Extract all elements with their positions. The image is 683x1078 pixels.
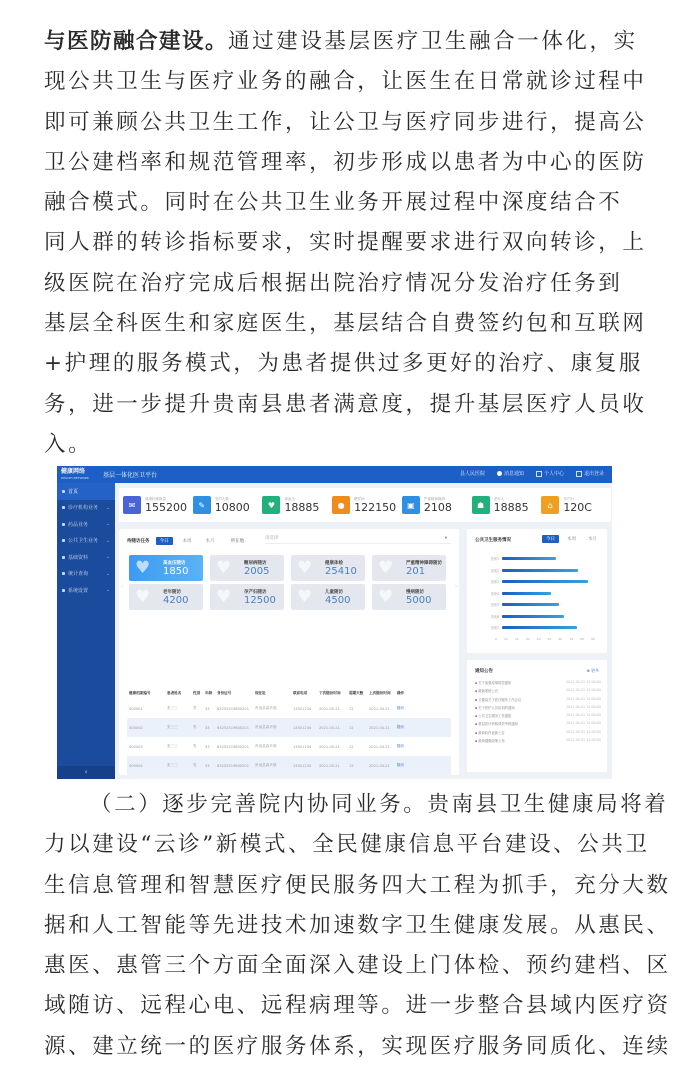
dashboard-topbar [57, 466, 612, 483]
bar-label: 类别5 [490, 603, 499, 608]
followup-link[interactable]: 随访 [397, 744, 405, 748]
panel-title: 公共卫生服务情况 [475, 538, 511, 543]
notice-item[interactable]: ▪ 公共卫生服务工作通报 2021-09-01 12:00:00 [475, 713, 601, 719]
home-icon [62, 490, 65, 493]
paragraph-line: 力以建设“云诊”新模式、全民健康信息平台建设、公共卫 [44, 832, 650, 858]
followup-table [127, 687, 451, 775]
followup-link[interactable]: 随访 [397, 763, 405, 767]
paragraph-line: 生信息管理和智慧医疗便民服务四大工程为抓手，充分大数 [44, 872, 671, 898]
topbar-actions [460, 470, 604, 477]
notice-item[interactable]: ▪ 关于加强疫情防控通知 2021-09-01 12:00:00 [475, 680, 601, 685]
notice-item[interactable]: ▪ 关于医护人员培训的通知 2021-09-01 12:00:00 [475, 704, 601, 710]
sidebar-item-clinic[interactable]: 诊疗机构业务 ⌄ [57, 500, 115, 517]
pharmacy-icon [62, 523, 65, 526]
notice-panel [467, 660, 607, 772]
paragraph-line: 域随访、远程心电、远程病理等。进一步整合县域内医疗资 [44, 993, 671, 1019]
bar [502, 569, 578, 572]
bar [502, 580, 588, 583]
tick-label: 60 [558, 637, 563, 641]
notice-item[interactable]: ▪ 最新健康政策公布 2021-09-01 12:00:00 [475, 738, 601, 744]
paragraph-line: 基层全科医生和家庭医生，基层结合自费签约包和互联网 [44, 311, 647, 337]
tab-month[interactable]: 本月 [588, 537, 597, 542]
stat-maternal: ⌂ 孕产妇 120C [541, 496, 611, 514]
tick-label: 20 [514, 637, 519, 641]
heart-icon: ♥ [262, 496, 280, 514]
bar-chart [471, 553, 601, 634]
mail-icon: ✉ [123, 496, 141, 514]
carousel-next-icon[interactable]: › [455, 584, 457, 590]
paragraph-line: 务，进一步提升贵南县患者满意度，提升基层医疗人员收 [44, 391, 647, 417]
paragraph-line: 融合模式。同时在公共卫生业务开展过程中深度结合不 [44, 190, 623, 216]
tile-hypertension[interactable]: ♥ 高血压随访 1850 [129, 555, 203, 581]
cup-icon: ▣ [402, 496, 420, 514]
tick-label: 10 [503, 637, 508, 641]
tick-label: 80 [580, 637, 585, 641]
person-icon: ♥ [297, 558, 313, 578]
bell-icon [497, 471, 502, 476]
drop-icon: ● [332, 496, 350, 514]
paragraph-medical-integration [44, 22, 647, 465]
table-row: 000004 张三三 男 33 63252519800201 贵南县森多镇 13501234 2021-05-21 12 2021-04-21 随访 [127, 756, 451, 775]
public-health-icon [62, 539, 65, 542]
car-icon: ☗ [472, 496, 490, 514]
drop-icon: ♥ [216, 558, 232, 578]
more-link[interactable]: ⊕ 更多 [586, 668, 599, 673]
heart-icon: ♥ [297, 587, 313, 607]
heart-icon: ♥ [135, 587, 151, 607]
notice-list [475, 680, 601, 746]
bar-label: 类别6 [490, 614, 499, 619]
tab-today[interactable]: 今日 [156, 537, 173, 545]
bar-row [471, 553, 601, 565]
tile-chronic[interactable]: ♥ 慢病随访 5000 [372, 584, 446, 610]
panel-title: 通知公告 [475, 669, 493, 674]
paragraph-line: 同人群的转诊指标要求，实时提醒要求进行双向转诊，上 [44, 230, 647, 256]
gear-icon [62, 589, 65, 592]
bold-lead: 与医防融合建设。 [44, 29, 229, 54]
chevron-down-icon: ▾ [444, 536, 447, 541]
sidebar-item-settings[interactable]: 系统设置 ⌄ [57, 582, 115, 599]
sidebar-item-public-health[interactable]: 公共卫生业务 ⌄ [57, 533, 115, 550]
stat-diabetes: ● 糖尿病 122150 [332, 496, 402, 514]
sidebar-item-pharmacy[interactable]: 药品业务 ⌄ [57, 516, 115, 533]
dashboard-screenshot [57, 466, 612, 779]
panel-title: 待随访任务 [127, 539, 150, 544]
tile-checkup[interactable]: ♥ 健康体检 25410 [291, 555, 365, 581]
sidebar-item-basic-data[interactable]: 基础资料 ⌄ [57, 549, 115, 566]
paragraph-line: 入。 [44, 431, 93, 457]
bar [502, 557, 556, 560]
bar-row [471, 622, 601, 634]
tile-diabetes[interactable]: ♥ 糖尿病随访 2005 [210, 555, 284, 581]
heart-icon: ♥ [135, 558, 151, 578]
stats-bar [119, 488, 611, 522]
bar-label: 类别2 [490, 568, 499, 573]
table-row: 000002 张三三 男 33 63252519800201 贵南县森多镇 13501234 2021-05-21 12 2021-04-21 随访 [127, 718, 451, 737]
bar-row [471, 599, 601, 611]
stat-signed: ✎ 签约人数 10800 [193, 496, 263, 514]
house-icon: ⌂ [541, 496, 559, 514]
bar-label: 类别3 [490, 580, 499, 585]
chevron-down-icon: ⌄ [105, 537, 110, 544]
bar-row [471, 565, 601, 577]
notification-button[interactable]: 消息通知 [497, 470, 524, 477]
followup-task-panel [119, 529, 459, 775]
chart-icon [62, 572, 65, 575]
bar [502, 615, 564, 618]
public-health-service-panel [467, 529, 607, 653]
location-select[interactable]: 请选择 ▾ [265, 535, 451, 544]
paragraph-line: +护理的服务模式，为患者提供过多更好的治疗、康复服 [44, 351, 644, 377]
stat-elderly: ☗ 老年人 18885 [472, 496, 542, 514]
paragraph-line: 现公共卫生与医疗业务的融合，让医生在日常就诊过程中 [44, 69, 647, 95]
logo: 健康网络 HEALTH NETWORK [61, 468, 89, 480]
chevron-down-icon: ⌄ [105, 587, 110, 593]
followup-tiles [129, 555, 451, 610]
bar [502, 603, 559, 606]
tick-label: 50 [547, 637, 552, 641]
logout-icon [576, 471, 582, 477]
tab-month[interactable]: 本月 [205, 539, 215, 544]
user-icon [536, 471, 542, 477]
tab-today[interactable]: 今日 [542, 535, 559, 543]
heart-icon: ♥ [378, 587, 394, 607]
notice-item[interactable]: ▪ 卫健局关于医疗服务工作会议 2021-09-01 12:00:00 [475, 696, 601, 702]
table-row: 000003 张三三 男 33 63252519800201 贵南县森多镇 13501234 2021-05-21 12 2021-04-21 随访 [127, 737, 451, 756]
table-row: 000001 张三三 男 33 63252519800201 贵南县森多镇 13501234 2021-05-21 12 2021-04-21 随访 [127, 699, 451, 718]
bar-label: 类别1 [490, 557, 499, 562]
paragraph-collaboration [44, 785, 671, 1067]
app-title: 基层一体化医卫平台 [103, 472, 158, 479]
paragraph-line: 即可兼顾公共卫生工作，让公卫与医疗同步进行，提高公 [44, 109, 647, 135]
bar [502, 592, 551, 595]
stat-hypertension: ♥ 高血压 18885 [262, 496, 332, 514]
brain-icon: ♥ [378, 558, 394, 578]
data-icon [62, 556, 65, 559]
tile-elderly[interactable]: ♥ 老年随访 4200 [129, 584, 203, 610]
sidebar [57, 483, 115, 779]
chevron-down-icon: ⌄ [105, 521, 110, 527]
logout-button[interactable]: 退出登录 [576, 470, 604, 477]
table-header: 健康档案编号 患者姓名 性别 年龄 身份证号 现住址 联系电话 下次随访时间 超期天数 上次随访时间 操作 [129, 690, 405, 695]
tick-label: 70 [569, 637, 574, 641]
bar [502, 626, 577, 629]
heart-icon: ♥ [216, 587, 232, 607]
followup-link[interactable]: 随访 [397, 725, 405, 729]
x-axis [495, 637, 595, 641]
tick-label: 90 [591, 637, 595, 641]
paragraph-line: 据和人工智能等先进技术加速数字卫生健康发展。从惠民、 [44, 912, 671, 938]
bar-row [471, 611, 601, 623]
stat-health-records: ✉ 健康档案数量 155200 [123, 496, 193, 514]
tile-maternal[interactable]: ♥ 孕产妇随访 12500 [210, 584, 284, 610]
sidebar-item-statistics[interactable]: 统计查询 ⌄ [57, 566, 115, 583]
sidebar-collapse-button[interactable]: ‹ [57, 766, 115, 779]
paragraph-line: 源、建立统一的医疗服务体系，实现医疗服务同质化、连续 [44, 1033, 671, 1059]
stat-mental: ▣ 严重精神障碍 2108 [402, 496, 472, 514]
notice-item[interactable]: ▪ 最新系统公告 2021-09-01 12:00:00 [475, 688, 601, 694]
tick-label: 0 [495, 637, 497, 641]
carousel-prev-icon[interactable]: ‹ [121, 584, 123, 590]
chevron-down-icon: ⌄ [105, 504, 110, 511]
person-icon: ✎ [193, 496, 211, 514]
bar-label: 类别4 [490, 591, 499, 596]
paragraph-line: 卫公建档率和规范管理率，初步形成以患者为中心的医防 [44, 149, 647, 175]
paragraph-line: 级医院在治疗完成后根据出院治疗情况分发治疗任务到 [44, 270, 623, 296]
tab-week[interactable]: 本周 [182, 539, 192, 544]
notice-item[interactable]: ▪ 最新软件更新公告 2021-09-01 12:00:00 [475, 729, 601, 735]
tile-children[interactable]: ♥ 儿童随访 4500 [291, 584, 365, 610]
select-label: 所在地 [230, 539, 244, 544]
followup-link[interactable]: 随访 [397, 706, 405, 710]
tab-week[interactable]: 本周 [567, 537, 576, 542]
paragraph-line: （二）逐步完善院内协同业务。贵南县卫生健康局将着 [90, 792, 669, 817]
profile-button[interactable]: 个人中心 [536, 470, 564, 477]
tick-label: 40 [536, 637, 541, 641]
tick-label: 30 [525, 637, 530, 641]
tile-mental[interactable]: ♥ 严重精神障碍随访 201 [372, 555, 446, 581]
paragraph-line: 惠医、惠管三个方面全面深入建设上门体检、预约建档、区 [44, 953, 671, 979]
sidebar-item-home[interactable]: 首页 [57, 483, 115, 500]
bar-row [471, 576, 601, 588]
notice-item[interactable]: ▪ 基层医疗机构绩效考核通知 2021-09-01 12:00:00 [475, 721, 601, 727]
chevron-down-icon: ⌄ [105, 570, 110, 577]
hospital-name: 县人民医院 [459, 471, 485, 477]
chevron-down-icon: ⌄ [105, 554, 110, 560]
paragraph-line: 与医防融合建设。通过建设基层医疗卫生融合一体化，实 [44, 29, 638, 54]
bar-label: 类别7 [490, 626, 499, 631]
clinic-icon [62, 506, 65, 509]
bar-row [471, 588, 601, 600]
